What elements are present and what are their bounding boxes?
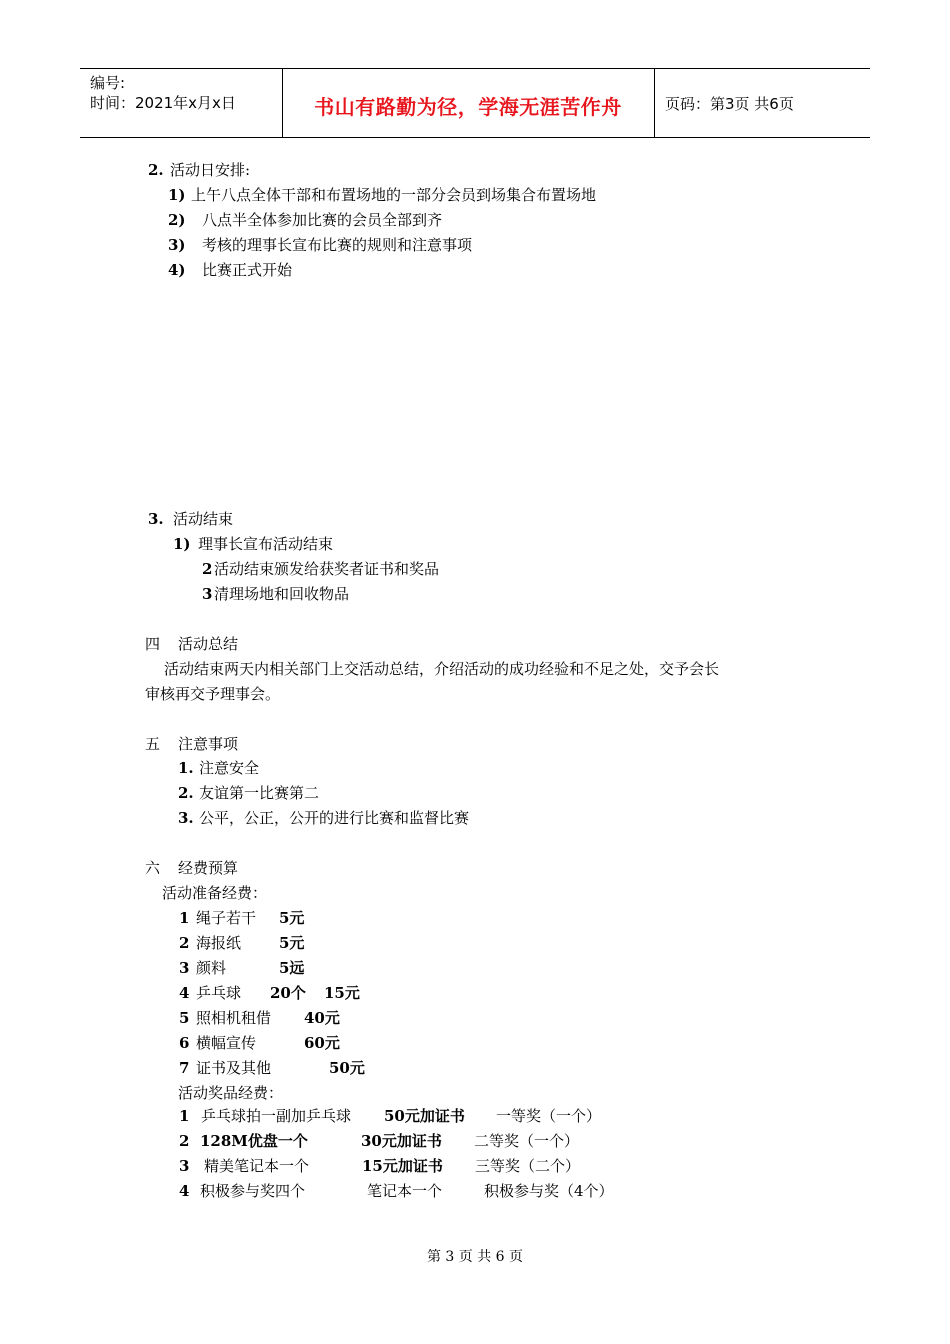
section-2-title: 活动日安排: <box>170 161 251 179</box>
budget-item-number: 7 <box>179 1059 190 1077</box>
list-item-text: 公平，公正，公开的进行比赛和监督比赛 <box>199 809 470 827</box>
header-page-cell <box>655 69 870 137</box>
budget-item-number: 1 <box>179 909 190 927</box>
list-item-number: 3. <box>178 809 194 827</box>
budget-item-cost: 50元 <box>329 1059 365 1077</box>
prize-item-number: 2 <box>179 1132 190 1150</box>
list-item-text: 活动结束颁发给获奖者证书和奖品 <box>214 560 440 578</box>
budget-item-number: 6 <box>179 1034 190 1052</box>
list-item-text: 考核的理事长宣布比赛的规则和注意事项 <box>202 236 473 254</box>
header-meta-cell <box>80 69 283 137</box>
prize-item-name: 积极参与奖四个 <box>200 1182 306 1200</box>
section-5-title: 注意事项 <box>178 735 239 753</box>
section-6-title: 经费预算 <box>178 859 239 877</box>
list-item-number: 3) <box>168 236 186 254</box>
budget-item-name: 乒乓球 <box>196 984 242 1002</box>
page-footer: 第 3 页 共 6 页 <box>426 1249 524 1265</box>
time-label: 时间：2021年x月x日 <box>90 94 236 112</box>
budget-item-name: 绳子若干 <box>196 909 257 927</box>
list-item-text: 上午八点全体干部和布置场地的一部分会员到场集合布置场地 <box>191 186 597 204</box>
list-item-number: 1) <box>173 535 191 553</box>
prize-item-award: 三等奖（二个） <box>475 1157 581 1175</box>
prize-item-cost: 50元加证书 <box>384 1107 465 1125</box>
prize-item-cost: 笔记本一个 <box>367 1182 443 1200</box>
section-4-number: 四 <box>145 635 161 653</box>
prize-item-number: 3 <box>179 1157 190 1175</box>
list-item-text: 注意安全 <box>199 759 260 777</box>
code-label: 编号: <box>90 74 126 92</box>
paragraph-line: 活动结束两天内相关部门上交活动总结，介绍活动的成功经验和不足之处，交予会长 <box>164 660 720 678</box>
section-4-title: 活动总结 <box>178 635 239 653</box>
prize-item-name: 乒乓球拍一副加乒乓球 <box>201 1107 352 1125</box>
section-3-title: 活动结束 <box>173 510 234 528</box>
list-item-number: 2 <box>202 560 213 578</box>
budget-item-cost: 15元 <box>324 984 360 1002</box>
list-item-number: 3 <box>202 585 213 603</box>
prize-item-award: 二等奖（一个） <box>474 1132 580 1150</box>
prize-item-award: 一等奖（一个） <box>496 1107 602 1125</box>
prize-item-cost: 30元加证书 <box>361 1132 442 1150</box>
budget-item-name: 颜料 <box>196 959 227 977</box>
motto-text: 书山有路勤为径，学海无涯苦作舟 <box>314 95 622 119</box>
page-header <box>80 68 870 138</box>
paragraph-line: 审核再交予理事会。 <box>145 685 281 703</box>
budget-item-quantity: 20个 <box>270 984 306 1002</box>
list-item-number: 2) <box>168 211 186 229</box>
list-item-number: 2. <box>178 784 194 802</box>
budget-item-number: 3 <box>179 959 190 977</box>
budget-item-name: 横幅宣传 <box>196 1034 257 1052</box>
budget-item-number: 4 <box>179 984 190 1002</box>
header-motto-cell <box>282 69 655 137</box>
budget-item-cost: 5元 <box>279 934 305 952</box>
page-number-label: 页码：第3页 共6页 <box>665 95 794 113</box>
list-item-text: 友谊第一比赛第二 <box>199 784 320 802</box>
budget-item-name: 证书及其他 <box>196 1059 272 1077</box>
prep-budget-title: 活动准备经费： <box>162 884 268 902</box>
prize-item-name: 128M优盘一个 <box>200 1132 308 1150</box>
list-item-number: 1) <box>168 186 186 204</box>
budget-item-cost: 60元 <box>304 1034 340 1052</box>
budget-item-number: 2 <box>179 934 190 952</box>
list-item-number: 4) <box>168 261 186 279</box>
section-6-number: 六 <box>145 859 161 877</box>
budget-item-name: 照相机租借 <box>196 1009 272 1027</box>
prize-item-name: 精美笔记本一个 <box>204 1157 310 1175</box>
prize-item-award: 积极参与奖（4个） <box>484 1182 614 1200</box>
budget-item-cost: 5元 <box>279 909 305 927</box>
budget-item-name: 海报纸 <box>196 934 242 952</box>
section-2-number: 2. <box>148 161 164 179</box>
list-item-text: 比赛正式开始 <box>202 261 293 279</box>
prize-item-number: 4 <box>179 1182 190 1200</box>
prize-budget-title: 活动奖品经费： <box>178 1084 284 1102</box>
list-item-number: 1. <box>178 759 194 777</box>
list-item-text: 理事长宣布活动结束 <box>198 535 334 553</box>
budget-item-cost: 40元 <box>304 1009 340 1027</box>
prize-item-number: 1 <box>179 1107 190 1125</box>
section-5-number: 五 <box>145 735 161 753</box>
section-3-number: 3. <box>148 510 164 528</box>
prize-item-cost: 15元加证书 <box>362 1157 443 1175</box>
budget-item-cost: 5远 <box>279 959 305 977</box>
list-item-text: 清理场地和回收物品 <box>214 585 350 603</box>
budget-item-number: 5 <box>179 1009 190 1027</box>
list-item-text: 八点半全体参加比赛的会员全部到齐 <box>202 211 443 229</box>
